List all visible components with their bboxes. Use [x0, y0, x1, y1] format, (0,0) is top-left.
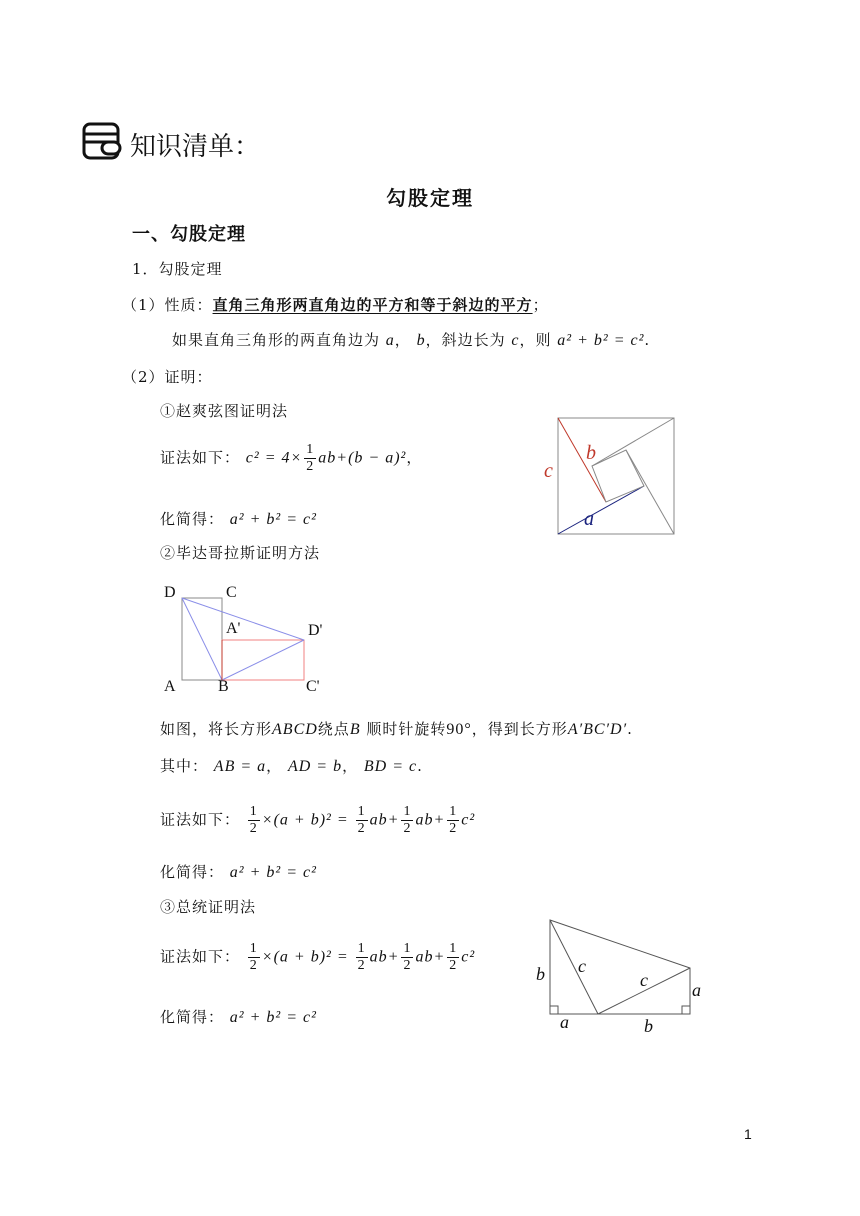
garfield-figure: [530, 914, 720, 1038]
fraction: $\frac{1}{2}$: [249, 804, 258, 836]
fig1-label-c: c: [544, 460, 553, 482]
math: ABCD: [272, 721, 318, 738]
formula-part: ab+: [415, 948, 446, 966]
property-line: [122, 294, 549, 315]
proof-label: （2）证明：: [122, 368, 213, 386]
fig3-label-c1: c: [578, 956, 586, 976]
fig1-label-a: a: [584, 508, 594, 530]
text: .: [627, 720, 633, 738]
formula: a² + b² = c²: [229, 864, 317, 881]
fraction: $\frac{1}{2}$: [357, 804, 366, 836]
text: 化简得：: [160, 863, 225, 881]
method2-title: ②毕达哥拉斯证明方法: [160, 544, 321, 562]
book-icon: [82, 122, 122, 160]
method1-proof-line: [160, 442, 422, 475]
text: .: [644, 331, 651, 349]
math: A′BC′D′: [567, 721, 628, 738]
math: AB = a: [213, 758, 267, 775]
page-number: 1: [744, 1126, 752, 1142]
formula: a² + b² = c²: [229, 1009, 317, 1026]
text: 其中：: [160, 757, 209, 775]
text: 证法如下：: [160, 448, 241, 467]
method2-proof-line: 证法如下： $\frac{1}{2}$ ×(a + b)² = $\frac{1}{2}$ ab+ $\frac{1}{2}$ ab+ $\frac{1}{2}$ c²: [160, 804, 476, 836]
formula-part: ab+: [369, 948, 400, 966]
method1-simplify: [160, 508, 317, 529]
fraction: $\frac{1}{2}$: [403, 804, 412, 836]
fraction: [304, 442, 316, 475]
fig2-label-B: B: [218, 678, 229, 695]
math: AD = b: [287, 758, 343, 775]
zhao-shuang-figure: [540, 416, 680, 538]
formula: a² + b² = c²: [229, 511, 317, 528]
method2-definitions: [160, 755, 423, 776]
method3-title: ③总统证明法: [160, 898, 257, 916]
text: ，: [342, 757, 359, 775]
formula-part: (a + b)²: [273, 948, 332, 966]
method3-simplify: [160, 1006, 317, 1027]
frac-den: 2: [306, 459, 315, 474]
math: B: [349, 721, 361, 738]
fig2-label-D: D: [164, 584, 176, 601]
fig2-label-D1: D': [308, 622, 323, 639]
header-title: 知识清单：: [130, 132, 261, 162]
text: ，: [266, 757, 283, 775]
text: .: [417, 757, 423, 775]
text: 化简得：: [160, 1008, 225, 1026]
property-formula-line: [172, 329, 650, 350]
fig3-label-b-bottom: b: [644, 1016, 653, 1036]
fraction: $\frac{1}{2}$: [449, 941, 458, 973]
method3-proof-line: 证法如下： $\frac{1}{2}$ ×(a + b)² = $\frac{1}{2}$ ab+ $\frac{1}{2}$ ab+ $\frac{1}{2}$ c²: [160, 941, 476, 973]
pythagorean-formula: a² + b² = c²: [557, 332, 645, 349]
section-heading: 一、勾股定理: [132, 224, 246, 245]
formula-part: c²: [461, 811, 476, 829]
item-label: 1．勾股定理: [132, 260, 223, 278]
document-title: 勾股定理: [386, 186, 474, 210]
text: 如果直角三角形的两直角边为: [172, 331, 381, 349]
pythagoras-figure: [160, 582, 340, 698]
fig3-label-b-left: b: [536, 964, 545, 984]
method1-title: ①赵爽弦图证明法: [160, 402, 289, 420]
text: 化简得：: [160, 510, 225, 528]
formula-part: c²: [461, 948, 476, 966]
fraction: $\frac{1}{2}$: [357, 941, 366, 973]
text: ，则: [519, 331, 552, 349]
method2-simplify: [160, 861, 317, 882]
var-c: c: [511, 332, 520, 349]
formula-part: (a + b)²: [273, 811, 332, 829]
var-b: b: [416, 332, 426, 349]
fig1-label-b: b: [586, 442, 596, 464]
math: BD = c: [363, 758, 418, 775]
property-statement: 直角三角形两直角边的平方和等于斜边的平方: [212, 296, 533, 314]
formula-part: ab+: [318, 449, 349, 467]
fig3-label-a-right: a: [692, 980, 701, 1000]
formula-part: (b − a)²: [348, 449, 407, 467]
formula-part: ab+: [369, 811, 400, 829]
var-a: a: [385, 332, 395, 349]
fig3-label-a-bottom: a: [560, 1012, 569, 1032]
fig2-label-A: A: [164, 678, 176, 695]
text: ，斜边长为: [425, 331, 506, 349]
property-prefix: （1）性质：: [122, 296, 213, 314]
text: ，: [394, 331, 411, 349]
fig2-label-C1: C': [306, 678, 320, 695]
fraction: $\frac{1}{2}$: [403, 941, 412, 973]
frac-num: 1: [306, 442, 315, 457]
text: 顺时针旋转: [366, 720, 447, 738]
text: 证法如下：: [160, 947, 241, 966]
math: 90°: [446, 721, 472, 738]
text: ，: [406, 448, 423, 467]
text: 如图，将长方形: [160, 720, 273, 738]
fraction: $\frac{1}{2}$: [449, 804, 458, 836]
property-suffix: ；: [532, 296, 549, 314]
fig2-label-A1: A': [226, 620, 241, 637]
method2-description: [160, 718, 633, 739]
formula-part: c² = 4×: [245, 449, 303, 467]
fig2-label-C: C: [226, 584, 237, 601]
text: ，得到长方形: [471, 720, 568, 738]
text: 证法如下：: [160, 810, 241, 829]
formula-part: ab+: [415, 811, 446, 829]
text: 绕点: [317, 720, 350, 738]
fig3-label-c2: c: [640, 970, 648, 990]
fraction: $\frac{1}{2}$: [249, 941, 258, 973]
